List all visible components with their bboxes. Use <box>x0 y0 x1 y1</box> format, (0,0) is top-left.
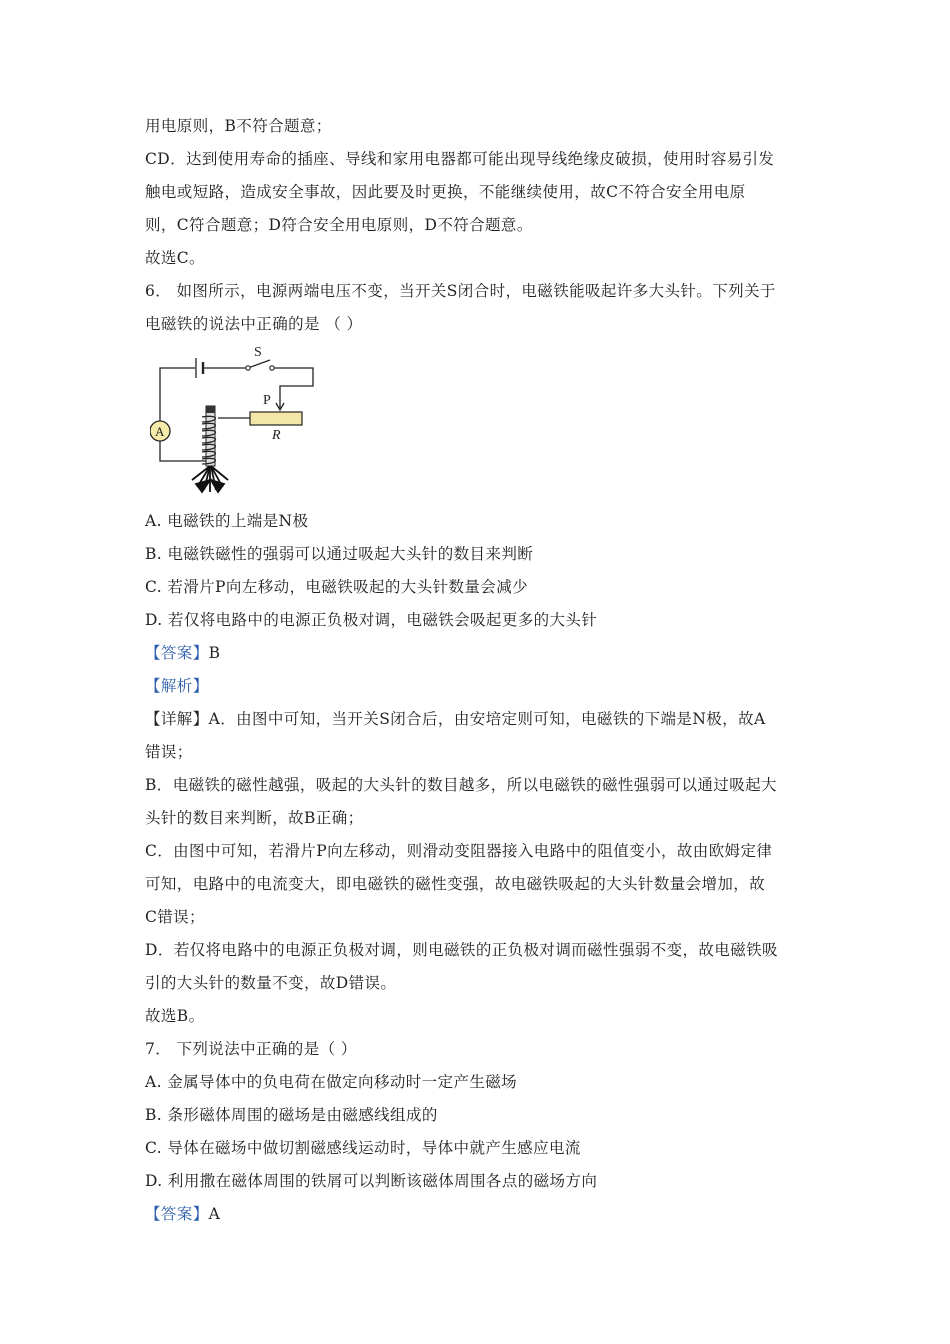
detail-line: 引的大头针的数量不变，故D错误。 <box>145 974 397 992</box>
analysis-label: 【解析】 <box>145 677 209 695</box>
option-c: C. 若滑片P向左移动，电磁铁吸起的大头针数量会减少 <box>145 578 528 596</box>
option-b: B. 电磁铁磁性的强弱可以通过吸起大头针的数目来判断 <box>145 545 534 563</box>
iron-core-top <box>206 406 215 413</box>
slider-label: P <box>263 393 271 408</box>
answer-value: A <box>208 1205 221 1223</box>
switch-contact <box>270 366 274 370</box>
answer-label: 【答案】 <box>145 1205 209 1223</box>
detail-line: 错误； <box>145 743 193 761</box>
answer-line <box>145 642 825 664</box>
text-line: 用电原则，B不符合题意； <box>145 117 332 135</box>
answer-line <box>145 1203 825 1225</box>
detail-line: 【详解】A．由图中可知，当开关S闭合后，由安培定则可知，电磁铁的下端是N极，故A <box>145 710 766 728</box>
option-d: D. 若仅将电路中的电源正负极对调，电磁铁会吸起更多的大头针 <box>145 611 598 629</box>
switch-blade <box>248 360 270 368</box>
rheostat-resistor <box>250 412 302 425</box>
text-line: CD．达到使用寿命的插座、导线和家用电器都可能出现导线绝缘皮破损，使用时容易引发 <box>145 150 775 168</box>
text-line: 触电或短路，造成安全事故，因此要及时更换，不能继续使用，故C不符合安全用电原 <box>145 183 746 201</box>
question-7-stem: 7． 下列说法中正确的是（ ） <box>145 1040 357 1058</box>
ammeter-label: A <box>155 424 165 439</box>
option-b: B. 条形磁体周围的磁场是由磁感线组成的 <box>145 1106 438 1124</box>
circuit-diagram <box>150 340 320 500</box>
conclusion-line: 故选B。 <box>145 1007 205 1025</box>
conclusion-line: 故选C。 <box>145 249 205 267</box>
question-6-stem: 电磁铁的说法中正确的是 （ ） <box>145 315 363 333</box>
option-d: D. 利用撒在磁体周围的铁屑可以判断该磁体周围各点的磁场方向 <box>145 1172 598 1190</box>
detail-line: C错误； <box>145 908 205 926</box>
option-a: A. 电磁铁的上端是N极 <box>145 512 309 530</box>
detail-label: 【详解】 <box>145 710 209 728</box>
answer-value: B <box>208 644 221 662</box>
detail-line: 可知，电路中的电流变大，即电磁铁的磁性变强，故电磁铁吸起的大头针数量会增加，故 <box>145 875 766 893</box>
detail-line: B．电磁铁的磁性越强，吸起的大头针的数目越多，所以电磁铁的磁性强弱可以通过吸起大 <box>145 776 777 794</box>
question-6-stem: 6． 如图所示，电源两端电压不变，当开关S闭合时，电磁铁能吸起许多大头针。下列关于 <box>145 282 776 300</box>
pins <box>192 466 228 492</box>
switch-label: S <box>254 345 262 360</box>
detail-line: C．由图中可知，若滑片P向左移动，则滑动变阻器接入电路中的阻值变小，故由欧姆定律 <box>145 842 773 860</box>
option-c: C. 导体在磁场中做切割磁感线运动时，导体中就产生感应电流 <box>145 1139 581 1157</box>
text-line: 则，C符合题意；D符合安全用电原则，D不符合题意。 <box>145 216 533 234</box>
answer-label: 【答案】 <box>145 644 209 662</box>
resistor-label: R <box>272 428 281 443</box>
switch-contact <box>246 366 250 370</box>
detail-line: D．若仅将电路中的电源正负极对调，则电磁铁的正负极对调而磁性强弱不变，故电磁铁吸 <box>145 941 778 959</box>
option-a: A. 金属导体中的负电荷在做定向移动时一定产生磁场 <box>145 1073 518 1091</box>
detail-line: 头针的数目来判断，故B正确； <box>145 809 364 827</box>
